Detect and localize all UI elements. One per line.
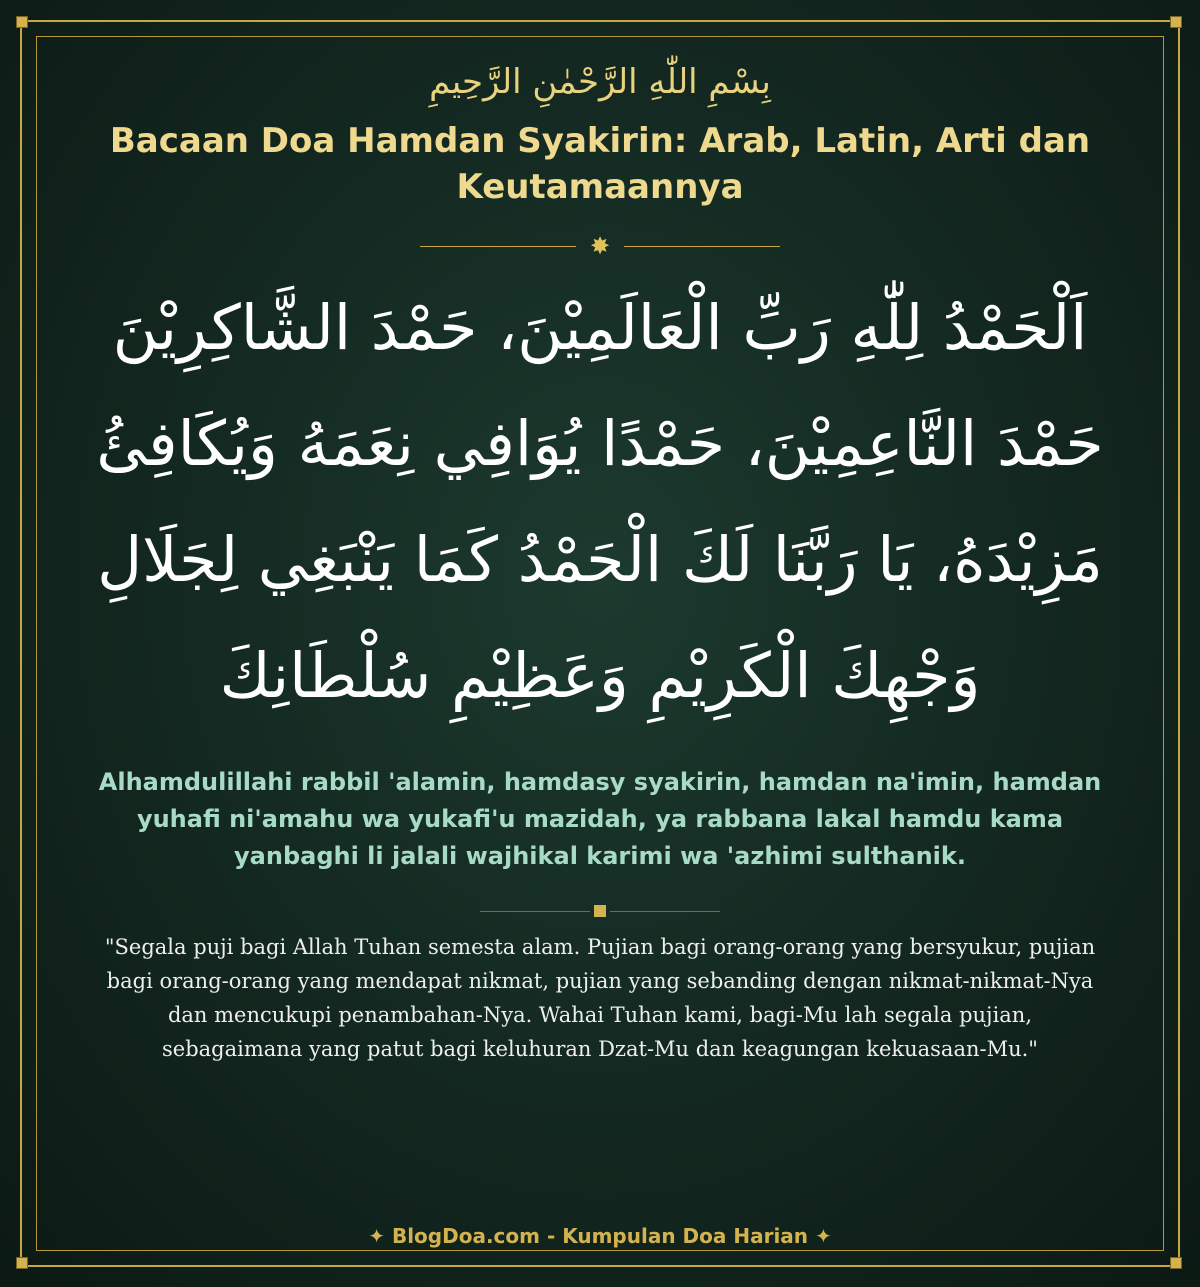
divider-line	[420, 246, 576, 247]
corner-ornament-icon	[16, 1257, 28, 1269]
star-ornament-icon: ✸	[589, 232, 611, 260]
diamond-ornament-icon	[594, 905, 606, 917]
divider-line	[480, 911, 590, 912]
basmalah: بِسْمِ اللّٰهِ الرَّحْمٰنِ الرَّحِيمِ	[429, 62, 771, 102]
page-title: Bacaan Doa Hamdan Syakirin: Arab, Latin, Arti dan Keutamaannya	[109, 121, 1091, 207]
arabic-prayer-text: اَلْحَمْدُ لِلّٰهِ رَبِّ الْعَالَمِيْنَ، حَمْدَ الشَّاكِرِيْنَ حَمْدَ النَّاعِمِيْنَ، حَمْدًا يُوَافِي نِعَمَهُ وَيُكَافِئُ مَزِيْدَهُ، يَا رَبَّنَا لَكَ الْحَمْدُ كَمَا يَنْبَغِي لِجَلَالِ وَجْهِكَ الْكَرِيْمِ وَعَظِيْمِ سُلْطَانِكَ	[96, 291, 1104, 712]
latin-transliteration: Alhamdulillahi rabbil 'alamin, hamdasy syakirin, hamdan na'imin, hamdan yuhafi ni'amahu wa yukafi'u mazidah, ya rabbana lakal hamdu kama yanbaghi li jalali wajhikal karimi wa 'azhimi sulthanik.	[98, 768, 1102, 870]
divider-line	[624, 246, 780, 247]
footer-credit: ✦ BlogDoa.com - Kumpulan Doa Harian ✦	[368, 1224, 832, 1248]
corner-ornament-icon	[16, 16, 28, 28]
divider-line	[610, 911, 720, 912]
corner-ornament-icon	[1170, 16, 1182, 28]
translation-text: "Segala puji bagi Allah Tuhan semesta alam. Pujian bagi orang-orang yang bersyukur, pujian bagi orang-orang yang mendapat nikmat, pujian yang sebanding dengan nikmat-nikmat-Nya dan mencukupi penambahan-Nya. Wahai Tuhan kami, bagi-Mu lah segala pujian, sebagaimana yang patut bagi keluhuran Dzat-Mu dan keagungan kekuasaan-Mu."	[104, 935, 1096, 1061]
corner-ornament-icon	[1170, 1257, 1182, 1269]
